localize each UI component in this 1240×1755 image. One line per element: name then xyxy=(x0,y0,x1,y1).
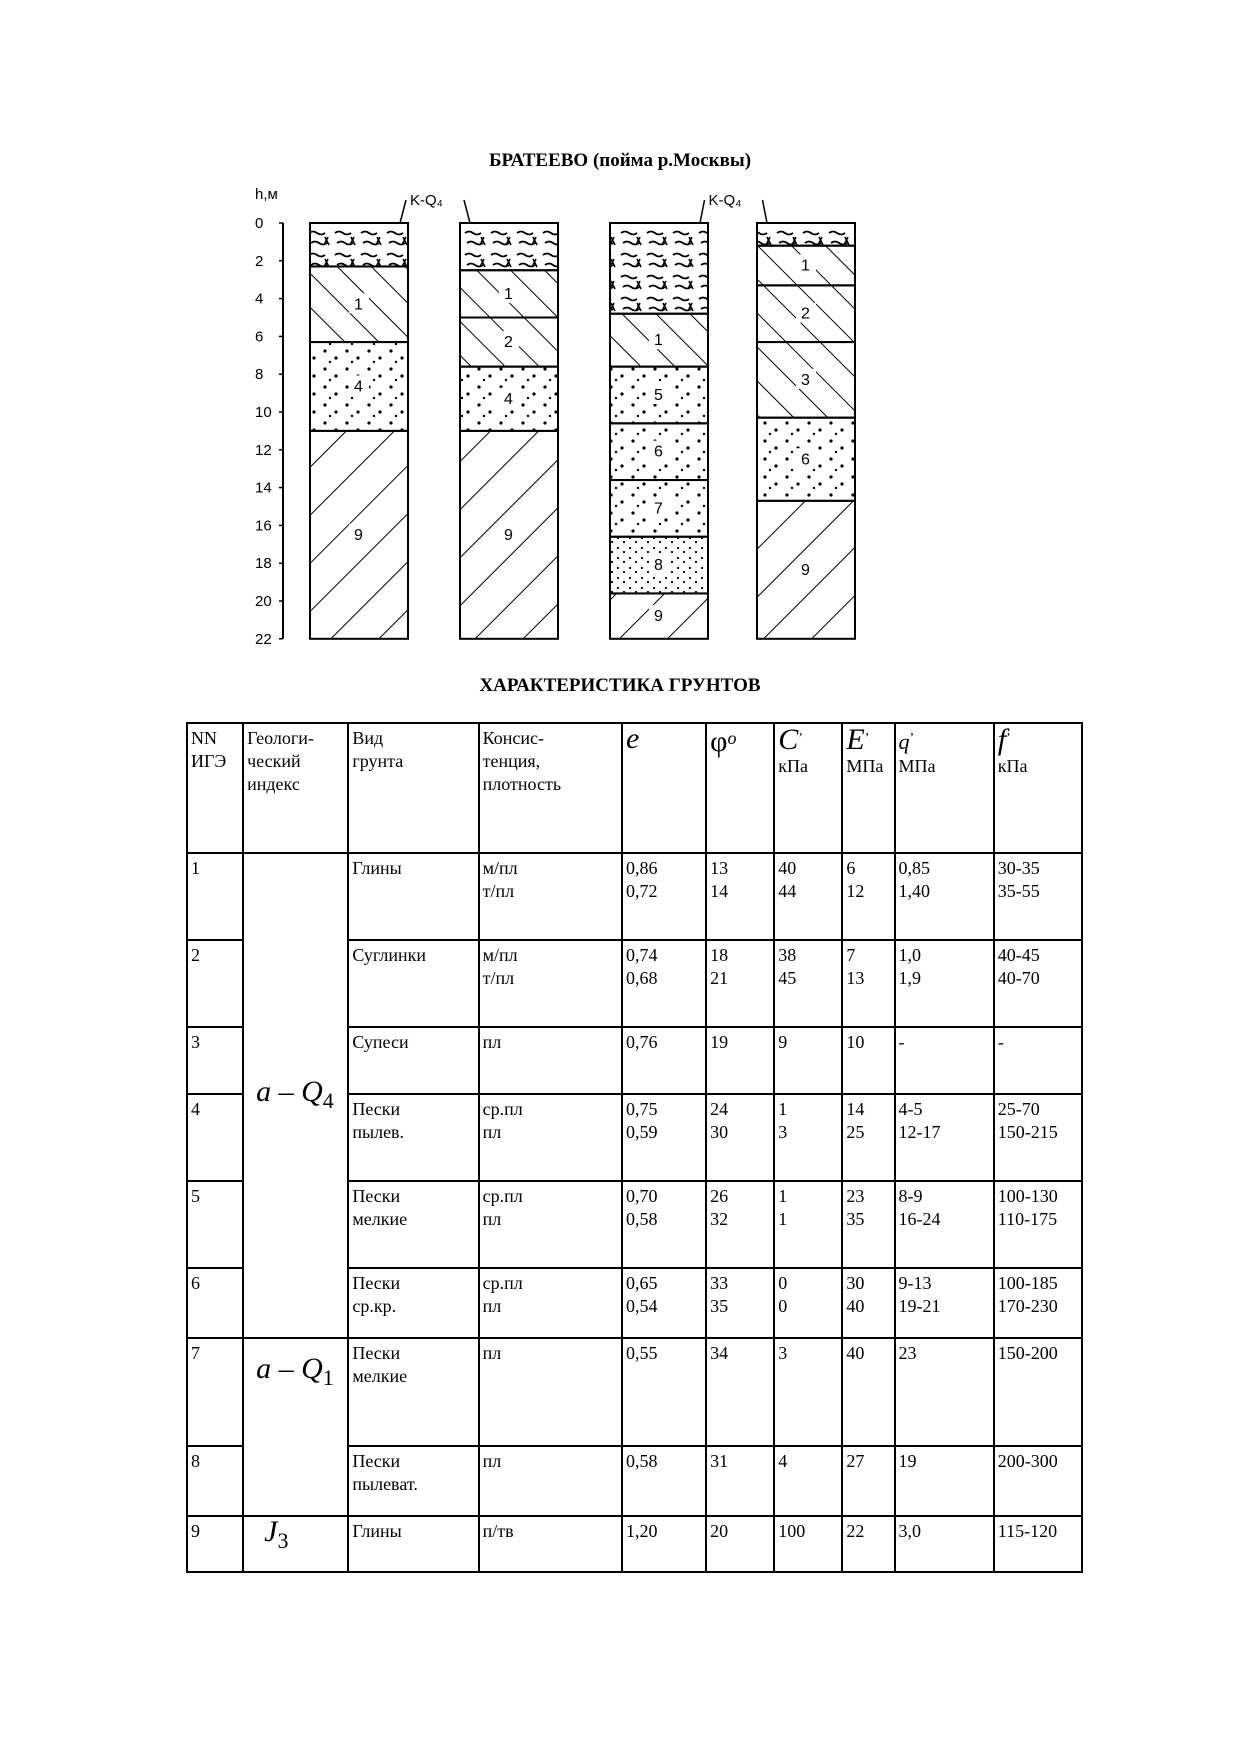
cell-type: Пески ср.кр. xyxy=(348,1268,478,1338)
cell-q: 8-9 16-24 xyxy=(895,1181,994,1268)
table-row xyxy=(187,1338,1082,1446)
geo-index-subscript: 1 xyxy=(322,1365,334,1390)
header-e-symbol: e xyxy=(625,722,640,755)
cell-nn: 3 xyxy=(187,1027,243,1094)
header-c-symbol: C xyxy=(778,723,799,756)
cell-cons: ср.пл пл xyxy=(479,1268,622,1338)
cell-cons: ср.пл пл xyxy=(479,1181,622,1268)
cell-cons: пл xyxy=(479,1338,622,1446)
cell-E: 30 40 xyxy=(842,1268,894,1338)
depth-tick-label: 22 xyxy=(255,630,272,645)
layer-number: 9 xyxy=(801,561,810,579)
soil-column xyxy=(310,223,408,639)
geo-index-symbol: a – Q xyxy=(256,1352,323,1385)
layer-number: 5 xyxy=(654,386,663,404)
cell-q: 1,0 1,9 xyxy=(895,940,994,1027)
cell-q: 3,0 xyxy=(895,1516,994,1572)
cell-cons: м/пл т/пл xyxy=(479,940,622,1027)
cell-phi: 13 14 xyxy=(706,853,774,940)
cell-f: 115-120 xyxy=(994,1516,1082,1572)
cell-type: Пески мелкие xyxy=(348,1181,478,1268)
depth-tick-label: 18 xyxy=(255,555,272,573)
header-q-prime: ’ xyxy=(909,731,915,746)
header-phi xyxy=(706,723,774,853)
depth-tick-label: 0 xyxy=(255,215,264,232)
geo-index-label: K-Q₄ xyxy=(410,192,443,209)
cell-c: 1 1 xyxy=(774,1181,842,1268)
cell-type: Пески мелкие xyxy=(348,1338,478,1446)
cell-c: 3 xyxy=(774,1338,842,1446)
layer-number: 8 xyxy=(654,557,663,575)
cell-type: Пески пылев. xyxy=(348,1094,478,1181)
cell-E: 7 13 xyxy=(842,940,894,1027)
cell-E: 27 xyxy=(842,1446,894,1516)
layer-number: 1 xyxy=(504,285,513,303)
depth-axis-label: h,м xyxy=(255,186,278,203)
cell-q: 0,85 1,40 xyxy=(895,853,994,940)
cell-q: 19 xyxy=(895,1446,994,1516)
page-title: БРАТЕЕВО (пойма р.Москвы) xyxy=(488,150,752,171)
cell-q: - xyxy=(895,1027,994,1094)
header-q-unit: МПа xyxy=(898,756,936,776)
leader-line xyxy=(700,200,705,223)
header-q-symbol: q xyxy=(898,729,910,754)
header-nn: NN ИГЭ xyxy=(187,723,243,853)
cell-phi: 20 xyxy=(706,1516,774,1572)
cell-c: 40 44 xyxy=(774,853,842,940)
cell-f: 25-70 150-215 xyxy=(994,1094,1082,1181)
cell-nn: 7 xyxy=(187,1338,243,1446)
cell-c: 38 45 xyxy=(774,940,842,1027)
header-soil-type: Вид грунта xyxy=(348,723,478,853)
layer-number: 9 xyxy=(654,608,663,626)
depth-tick-label: 10 xyxy=(255,404,272,421)
cell-E: 14 25 xyxy=(842,1094,894,1181)
header-E-prime: ’ xyxy=(864,731,870,746)
cell-type: Глины xyxy=(348,853,478,940)
depth-tick-label: 8 xyxy=(255,366,264,384)
header-phi-degree: o xyxy=(727,728,737,748)
layer-number: 3 xyxy=(801,371,810,389)
header-consistency: Консис- тенция, плотность xyxy=(479,723,622,853)
cell-type: Супеси xyxy=(348,1027,478,1094)
cell-c: 100 xyxy=(774,1516,842,1572)
geo-index-cell xyxy=(243,853,348,1338)
header-q xyxy=(895,723,994,853)
soil-layer xyxy=(610,223,708,314)
header-phi-symbol: φ xyxy=(710,725,728,758)
depth-tick-label: 6 xyxy=(255,328,264,346)
table-header-row xyxy=(187,723,1082,853)
cell-type: Пески пылеват. xyxy=(348,1446,478,1516)
cell-cons: пл xyxy=(479,1446,622,1516)
header-geo-index: Геологи- ческий индекс xyxy=(243,723,348,853)
cell-phi: 31 xyxy=(706,1446,774,1516)
soil-layer xyxy=(757,223,855,246)
cell-cons: ср.пл пл xyxy=(479,1094,622,1181)
table-row xyxy=(187,853,1082,940)
geo-index-label: K-Q₄ xyxy=(708,192,742,209)
depth-tick-label: 4 xyxy=(255,290,264,308)
cell-e: 0,65 0,54 xyxy=(622,1268,706,1338)
cell-cons: п/тв xyxy=(479,1516,622,1572)
cell-nn: 2 xyxy=(187,940,243,1027)
header-f xyxy=(994,723,1082,853)
table-title: ХАРАКТЕРИСТИКА ГРУНТОВ xyxy=(479,675,761,696)
header-c xyxy=(774,723,842,853)
cell-nn: 9 xyxy=(187,1516,243,1572)
soil-column xyxy=(460,223,558,639)
header-E-unit: МПа xyxy=(846,756,884,776)
cell-E: 6 12 xyxy=(842,853,894,940)
cell-c: 1 3 xyxy=(774,1094,842,1181)
layer-number: 9 xyxy=(504,526,513,544)
depth-tick-label: 16 xyxy=(255,517,272,535)
layer-number: 1 xyxy=(354,296,363,314)
geo-index-symbol: J xyxy=(264,1515,278,1548)
cell-nn: 6 xyxy=(187,1268,243,1338)
cell-nn: 5 xyxy=(187,1181,243,1268)
leader-line xyxy=(464,200,470,223)
leader-line xyxy=(400,200,406,223)
cell-q: 9-13 19-21 xyxy=(895,1268,994,1338)
cell-f: - xyxy=(994,1027,1082,1094)
cell-f: 30-35 35-55 xyxy=(994,853,1082,940)
soil-layer xyxy=(310,223,408,266)
table-row xyxy=(187,1516,1082,1572)
cell-f: 40-45 40-70 xyxy=(994,940,1082,1027)
cell-f: 100-185 170-230 xyxy=(994,1268,1082,1338)
cell-e: 0,75 0,59 xyxy=(622,1094,706,1181)
depth-tick-label: 20 xyxy=(255,593,272,610)
soil-layer xyxy=(460,223,558,270)
cell-c: 9 xyxy=(774,1027,842,1094)
layer-number: 4 xyxy=(354,378,363,396)
cell-phi: 18 21 xyxy=(706,940,774,1027)
cell-e: 0,58 xyxy=(622,1446,706,1516)
depth-tick-label: 2 xyxy=(255,252,264,270)
layer-number: 4 xyxy=(504,390,513,408)
soil-column xyxy=(610,223,708,639)
cell-phi: 33 35 xyxy=(706,1268,774,1338)
cell-e: 0,76 xyxy=(622,1027,706,1094)
soil-columns xyxy=(310,223,855,639)
layer-number: 2 xyxy=(801,305,810,323)
header-c-prime: ’ xyxy=(798,731,803,746)
cell-cons: м/пл т/пл xyxy=(479,853,622,940)
cell-nn: 4 xyxy=(187,1094,243,1181)
cell-c: 4 xyxy=(774,1446,842,1516)
cell-e: 1,20 xyxy=(622,1516,706,1572)
cell-e: 0,55 xyxy=(622,1338,706,1446)
cell-type: Глины xyxy=(348,1516,478,1572)
cell-E: 22 xyxy=(842,1516,894,1572)
soil-column xyxy=(757,223,855,639)
cell-E: 40 xyxy=(842,1338,894,1446)
header-E xyxy=(842,723,894,853)
cell-phi: 24 30 xyxy=(706,1094,774,1181)
depth-tick-label: 14 xyxy=(255,479,272,497)
soil-properties-table xyxy=(186,722,1083,1573)
cell-phi: 26 32 xyxy=(706,1181,774,1268)
cell-type: Суглинки xyxy=(348,940,478,1027)
cell-nn: 8 xyxy=(187,1446,243,1516)
layer-number: 1 xyxy=(801,257,810,275)
geo-index-symbol: a – Q xyxy=(256,1074,323,1108)
header-e xyxy=(622,723,706,853)
cell-phi: 19 xyxy=(706,1027,774,1094)
depth-tick-label: 12 xyxy=(255,441,272,459)
header-f-unit: кПа xyxy=(997,756,1028,776)
layer-number: 9 xyxy=(354,526,363,544)
cell-f: 100-130 110-175 xyxy=(994,1181,1082,1268)
cell-E: 23 35 xyxy=(842,1181,894,1268)
cell-f: 200-300 xyxy=(994,1446,1082,1516)
cell-cons: пл xyxy=(479,1027,622,1094)
layer-number: 6 xyxy=(654,443,663,461)
header-f-prime: ’ xyxy=(1006,731,1011,746)
header-f-symbol: f xyxy=(997,723,1007,756)
header-c-unit: кПа xyxy=(778,756,809,776)
layer-number: 7 xyxy=(654,500,663,518)
cell-f: 150-200 xyxy=(994,1338,1082,1446)
cell-e: 0,70 0,58 xyxy=(622,1181,706,1268)
soil-profile-diagram xyxy=(255,185,975,645)
leader-line xyxy=(763,200,768,223)
geo-index-cell xyxy=(243,1338,348,1516)
cell-c: 0 0 xyxy=(774,1268,842,1338)
layer-number: 6 xyxy=(801,451,810,469)
layer-number: 1 xyxy=(654,332,663,350)
cell-q: 23 xyxy=(895,1338,994,1446)
cell-e: 0,86 0,72 xyxy=(622,853,706,940)
header-E-symbol: E xyxy=(846,723,865,756)
geo-index-cell xyxy=(243,1516,348,1572)
geo-index-subscript: 3 xyxy=(277,1528,289,1553)
cell-E: 10 xyxy=(842,1027,894,1094)
cell-q: 4-5 12-17 xyxy=(895,1094,994,1181)
cell-e: 0,74 0,68 xyxy=(622,940,706,1027)
layer-number: 2 xyxy=(504,334,513,352)
cell-phi: 34 xyxy=(706,1338,774,1446)
geo-index-subscript: 4 xyxy=(322,1087,334,1113)
cell-nn: 1 xyxy=(187,853,243,940)
